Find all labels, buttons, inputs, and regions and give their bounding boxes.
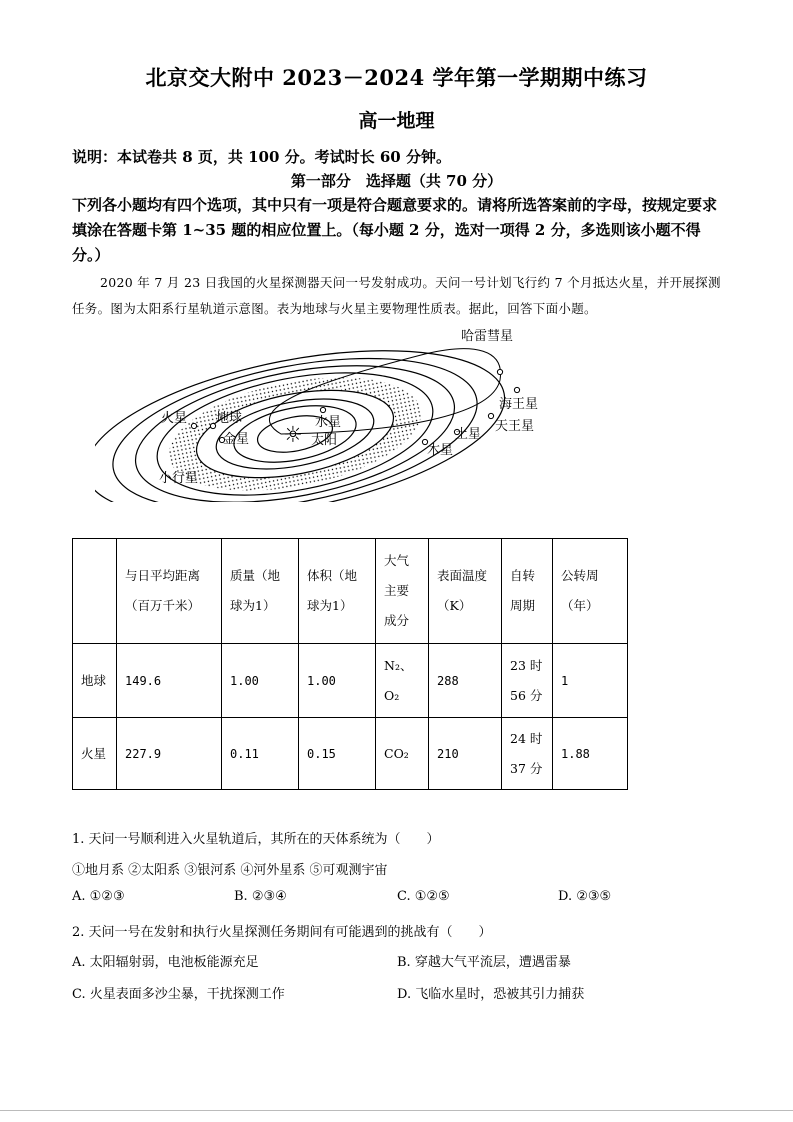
table-row [73, 718, 628, 790]
table-row [73, 644, 628, 718]
question-1-option-b[interactable]: B. ②③④ [234, 889, 287, 904]
earth-dot [210, 423, 215, 428]
label-uranus: 天王星 [495, 419, 535, 434]
volume-value: 1.00 [299, 644, 376, 718]
label-earth: 地球 [216, 411, 243, 426]
label-asteroid: 小行星 [159, 471, 199, 486]
uranus-dot [488, 413, 493, 418]
revolution-value: 1.88 [553, 718, 628, 790]
revolution-value: 1 [553, 644, 628, 718]
temperature-value: 288 [429, 644, 502, 718]
mass-value: 1.00 [222, 644, 299, 718]
atmosphere-value: CO₂ [376, 718, 429, 790]
planet-properties-table [72, 538, 628, 790]
question-1-option-a[interactable]: A. ①②③ [72, 889, 125, 904]
temperature-value: 210 [429, 718, 502, 790]
mass-value: 0.11 [222, 718, 299, 790]
question-2-option-b[interactable]: B. 穿越大气平流层，遭遇雷暴 [397, 955, 571, 970]
neptune-dot [514, 387, 519, 392]
part-title: 第一部分 选择题（共 70 分） [290, 172, 503, 190]
table-header-cell: 质量（地球为1） [222, 539, 299, 644]
instructions: 下列各小题均有四个选项，其中只有一项是符合题意要求的。请将所选答案前的字母，按规定要求填涂在答题卡第 1~35 题的相应位置上。（每小题 2 分，选对一项得 2 分，多选则该小题不得分。） [72, 196, 718, 264]
label-mercury: 水星 [315, 415, 342, 430]
mercury-dot [320, 407, 325, 412]
sun-icon: ☼ [283, 423, 303, 448]
rotation-value: 23 时 56 分 [502, 644, 553, 718]
label-neptune: 海王星 [499, 397, 539, 412]
distance-value: 149.6 [117, 644, 222, 718]
table-header-cell: 表面温度（K） [429, 539, 502, 644]
label-jupiter: 木星 [427, 443, 454, 458]
label-mars: 火星 [161, 411, 188, 426]
volume-value: 0.15 [299, 718, 376, 790]
question-2-option-c[interactable]: C. 火星表面多沙尘暴，干扰探测工作 [72, 987, 285, 1002]
table-header-cell [73, 539, 117, 644]
label-halley-comet: 哈雷彗星 [461, 329, 514, 344]
page-bottom-divider [0, 1110, 793, 1111]
distance-value: 227.9 [117, 718, 222, 790]
table-header-cell: 大气主要成分 [376, 539, 429, 644]
atmosphere-value: N₂、O₂ [376, 644, 429, 718]
passage: 2020 年 7 月 23 日我国的火星探测器天问一号发射成功。天问一号计划飞行约 7 个月抵达火星，并开展探测任务。图为太阳系行星轨道示意图。表为地球与火星主要物理性质表。据此，回答下面小题。 [72, 275, 721, 316]
question-1-option-d[interactable]: D. ②③⑤ [558, 889, 612, 904]
label-saturn: 土星 [455, 427, 482, 442]
table-header-cell: 与日平均距离（百万千米） [117, 539, 222, 644]
label-sun: 太阳 [311, 433, 338, 448]
table-header-row [73, 539, 628, 644]
table-header-cell: 公转周（年） [553, 539, 628, 644]
question-2-stem: 2. 天问一号在发射和执行火星探测任务期间有可能遇到的挑战有（ ） [72, 925, 492, 940]
question-1-choices: ①地月系 ②太阳系 ③银河系 ④河外星系 ⑤可观测宇宙 [72, 863, 388, 878]
planet-name: 火星 [73, 718, 117, 790]
comet-dot [497, 369, 502, 374]
question-1-option-c[interactable]: C. ①②⑤ [397, 889, 450, 904]
label-venus: 金星 [223, 432, 250, 447]
rotation-value: 24 时 37 分 [502, 718, 553, 790]
table-header-cell: 自转周期 [502, 539, 553, 644]
solar-system-diagram [95, 322, 565, 502]
table-header-cell: 体积（地球为1） [299, 539, 376, 644]
mars-dot [191, 423, 196, 428]
exam-title: 北京交大附中 2023－2024 学年第一学期期中练习 [145, 65, 648, 90]
question-2-option-a[interactable]: A. 太阳辐射弱，电池板能源充足 [72, 955, 259, 970]
exam-note: 说明：本试卷共 8 页，共 100 分。考试时长 60 分钟。 [72, 148, 451, 166]
question-1-stem: 1. 天问一号顺利进入火星轨道后，其所在的天体系统为（ ） [72, 832, 440, 847]
exam-subject: 高一地理 [358, 110, 435, 132]
question-2-option-d[interactable]: D. 飞临水星时，恐被其引力捕获 [397, 987, 585, 1002]
planet-name: 地球 [73, 644, 117, 718]
